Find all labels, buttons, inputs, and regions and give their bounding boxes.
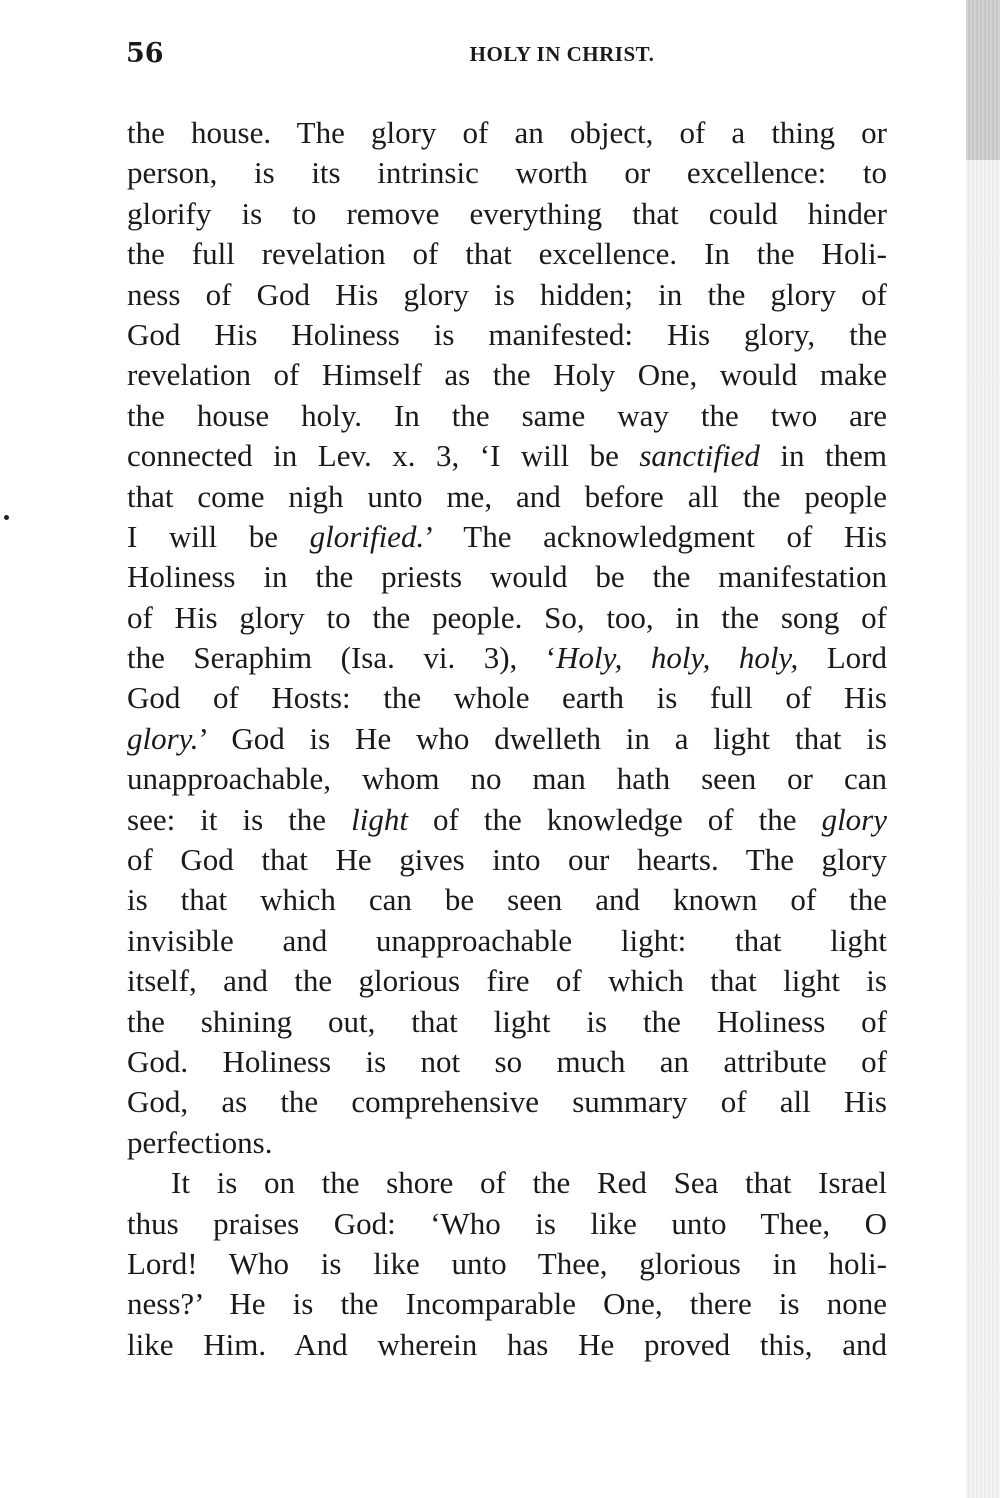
text-line: [127, 396, 887, 436]
text-run: connected in Lev. x. 3, ‘I will be: [127, 438, 640, 474]
text-line: [127, 1082, 887, 1122]
italic-text: glorified.: [309, 518, 425, 554]
text-line: [127, 598, 887, 638]
text-run: unapproachable, whom no man hath seen or can: [127, 761, 887, 797]
text-line: [127, 961, 887, 1001]
text-run: God. Holiness is not so much an attribute of: [127, 1043, 887, 1079]
text-run: of God that He gives into our hearts. The glory: [127, 842, 887, 878]
text-run: thus praises God: ‘Who is like unto Thee, O: [127, 1205, 887, 1241]
text-run: God of Hosts: the whole earth is full of His: [127, 680, 887, 716]
text-line: [127, 477, 887, 517]
page-header: [126, 38, 888, 78]
text-line: [127, 355, 887, 395]
text-line: [127, 194, 887, 234]
page-edge-shading-top: [966, 0, 1000, 160]
text-run: invisible and unapproachable light: that light: [127, 922, 887, 958]
text-line: [127, 759, 887, 799]
text-line: [127, 1244, 887, 1284]
text-run: see: it is the: [127, 801, 352, 837]
text-line: [127, 113, 887, 153]
text-line: [127, 1163, 887, 1203]
text-run: the house. The glory of an object, of a thing or: [127, 115, 887, 150]
text-run: the shining out, that light is the Holiness of: [127, 1003, 887, 1039]
text-run: itself, and the glorious fire of which that light is: [127, 963, 887, 999]
text-run: ’ The acknowledgment of His: [424, 518, 887, 554]
text-line: [127, 1042, 887, 1082]
text-run: I will be: [127, 518, 310, 554]
text-line: [127, 638, 887, 678]
text-line: [127, 1284, 887, 1324]
text-run: like Him. And wherein has He proved this, and: [127, 1326, 887, 1362]
text-run: perfections.: [127, 1124, 273, 1160]
text-run: Lord! Who is like unto Thee, glorious in holi-: [127, 1245, 887, 1281]
italic-text: sanctified: [639, 438, 760, 474]
ink-speck: [4, 515, 9, 520]
text-line: [127, 719, 887, 759]
text-run: ness of God His glory is hidden; in the glory of: [127, 276, 887, 312]
text-line: [127, 678, 887, 718]
text-run: the house holy. In the same way the two are: [127, 397, 887, 433]
text-line: [127, 840, 887, 880]
text-line: [127, 436, 887, 476]
text-run: Holiness in the priests would be the manifestation: [127, 559, 887, 595]
text-line: [127, 1123, 887, 1163]
text-line: [127, 1325, 887, 1365]
italic-text: glory.: [127, 720, 199, 756]
text-run: of the knowledge of the: [407, 801, 822, 837]
text-line: [127, 800, 887, 840]
text-line: [127, 153, 887, 193]
text-line: [127, 921, 887, 961]
text-run: revelation of Himself as the Holy One, would make: [127, 357, 887, 393]
text-line: [127, 234, 887, 274]
text-run: the Seraphim (Isa. vi. 3), ‘: [127, 640, 557, 676]
text-run: Lord: [798, 640, 887, 676]
text-run: ’ God is He who dwelleth in a light that is: [198, 720, 887, 756]
text-run: in them: [759, 438, 887, 474]
page-edge-shading: [966, 0, 1000, 1498]
text-run: God His Holiness is manifested: His glory, the: [127, 316, 887, 352]
text-line: [127, 557, 887, 597]
text-line: [127, 880, 887, 920]
text-run: ness?’ He is the Incomparable One, there is none: [127, 1286, 887, 1322]
text-line: [127, 275, 887, 315]
text-run: It is on the shore of the Red Sea that Israel: [171, 1165, 887, 1201]
text-run: is that which can be seen and known of the: [127, 882, 887, 918]
text-line: [127, 517, 887, 557]
italic-text: light: [351, 801, 408, 837]
text-run: of His glory to the people. So, too, in the song of: [127, 599, 887, 635]
text-line: [127, 1204, 887, 1244]
page-number: 56: [126, 38, 164, 69]
text-run: person, is its intrinsic worth or excellence: to: [127, 155, 887, 191]
text-run: the full revelation of that excellence. In the Holi-: [127, 236, 887, 272]
italic-text: Holy, holy, holy,: [556, 640, 799, 676]
running-head: HOLY IN CHRIST.: [469, 42, 655, 66]
text-line: [127, 1002, 887, 1042]
body-text: [127, 113, 887, 1365]
text-run: that come nigh unto me, and before all the people: [127, 478, 887, 514]
italic-text: glory: [821, 801, 887, 837]
text-line: [127, 315, 887, 355]
text-run: God, as the comprehensive summary of all His: [127, 1084, 887, 1120]
text-run: glorify is to remove everything that could hinder: [127, 195, 887, 231]
